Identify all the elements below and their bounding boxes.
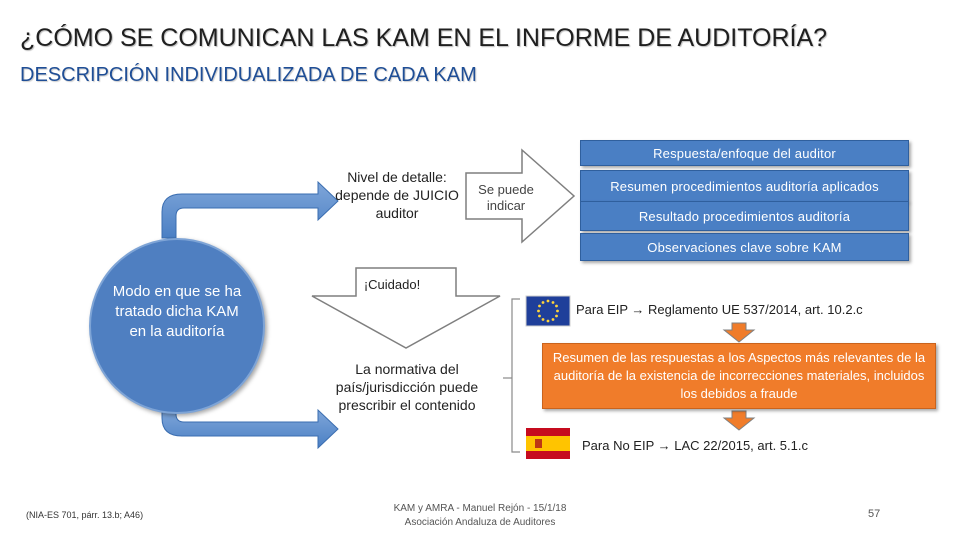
bar-procedures-result: Resultado procedimientos auditoría xyxy=(580,201,909,231)
footer-credit-line1: KAM y AMRA - Manuel Rejón - 15/1/18 xyxy=(393,503,567,514)
page-number: 57 xyxy=(868,508,881,520)
bar-key-observations: Observaciones clave sobre KAM xyxy=(580,233,909,261)
page-title: ¿CÓMO SE COMUNICAN LAS KAM EN EL INFORME DE AUDITORÍA? xyxy=(20,24,828,52)
eip-row xyxy=(576,302,863,317)
footer-reference: (NIA-ES 701, párr. 13.b; A46) xyxy=(26,510,144,520)
no-eip-row xyxy=(582,438,808,453)
down-chevron-1 xyxy=(724,323,754,342)
eip-summary-box xyxy=(542,343,936,409)
down-chevron-2 xyxy=(724,411,754,430)
bracket xyxy=(512,299,520,452)
curved-arrow-upper xyxy=(162,182,338,238)
arrow-right-icon: → xyxy=(657,438,671,453)
eip-summary-text: Resumen de las respuestas a los Aspectos más relevantes de la auditoría de la existencia de incorrecciones materiales, incluidos los debidos a fraude xyxy=(552,350,926,401)
arrow-label: Se puede indicar xyxy=(478,182,534,213)
footer-credit-line2: Asociación Andaluza de Auditores xyxy=(404,517,556,528)
bar-procedures-summary: Resumen procedimientos auditoría aplicados xyxy=(580,170,909,202)
footer-credit xyxy=(362,502,598,530)
eip-regulation: Reglamento UE 537/2014, art. 10.2.c xyxy=(648,302,863,317)
eip-label: Para EIP xyxy=(576,302,628,317)
circle-label: Modo en que se ha tratado dicha KAM en la auditoría xyxy=(112,283,242,340)
bar-auditor-response: Respuesta/enfoque del auditor xyxy=(580,140,909,166)
page-subtitle: DESCRIPCIÓN INDIVIDUALIZADA DE CADA KAM xyxy=(20,64,477,86)
arrow-right-icon: → xyxy=(631,302,645,317)
spain-flag-icon xyxy=(526,428,570,459)
no-eip-label: Para No EIP xyxy=(582,438,655,453)
circle-treatment xyxy=(89,238,265,414)
caution-text: La normativa del país/jurisdicción puede prescribir el contenido xyxy=(335,361,479,413)
eu-flag-icon xyxy=(526,296,570,326)
no-eip-regulation: LAC 22/2015, art. 5.1.c xyxy=(674,438,808,453)
curved-arrow-lower xyxy=(162,410,338,448)
caution-label: ¡Cuidado! xyxy=(363,277,421,292)
detail-label: Nivel de detalle: depende de JUICIO auditor xyxy=(335,169,459,221)
